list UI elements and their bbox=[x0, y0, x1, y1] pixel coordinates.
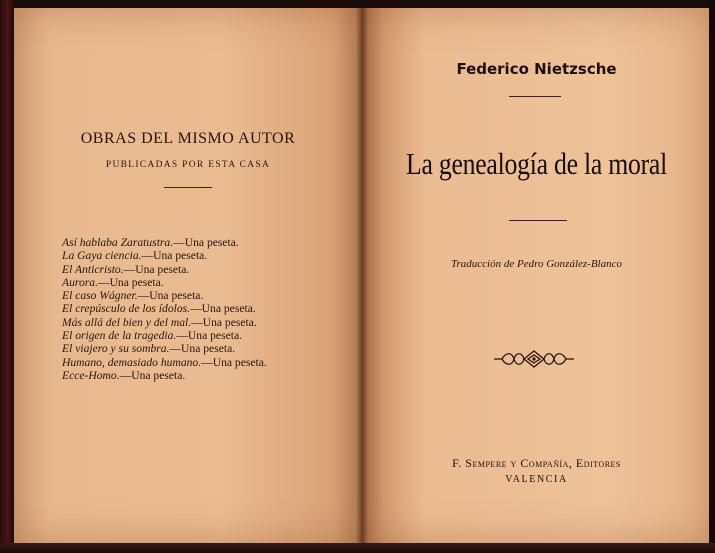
works-subheading: PUBLICADAS POR ESTA CASA bbox=[105, 160, 271, 170]
list-item: Más allá del bien y del mal.—Una peseta. bbox=[62, 315, 257, 329]
translator-credit: Traducción de Pedro González-Blanco bbox=[451, 258, 622, 270]
list-item: Aurora.—Una peseta. bbox=[62, 275, 164, 289]
publisher-city: VALENCIA bbox=[505, 474, 568, 485]
page-edge bbox=[709, 0, 715, 553]
list-item: Humano, demasiado humano.—Una peseta. bbox=[62, 355, 267, 369]
list-item: El crepúsculo de los ídolos.—Una peseta. bbox=[62, 302, 256, 316]
publisher-name: F. Sempere y Compañía, Editores bbox=[452, 456, 621, 470]
works-heading: OBRAS DEL MISMO AUTOR bbox=[80, 130, 296, 147]
book-title: La genealogía de la moral bbox=[406, 146, 667, 181]
author-name: Federico Nietzsche bbox=[456, 60, 617, 78]
list-item: Así hablaba Zaratustra.—Una peseta. bbox=[62, 236, 239, 249]
divider-rule bbox=[509, 220, 567, 221]
list-item: El Anticristo.—Una peseta. bbox=[62, 262, 190, 276]
divider-rule bbox=[164, 187, 212, 188]
list-item: El caso Wágner.—Una peseta. bbox=[62, 289, 204, 303]
list-item: El viajero y su sombra.—Una peseta. bbox=[62, 342, 236, 356]
list-item: El origen de la tragedia.—Una peseta. bbox=[62, 329, 243, 343]
divider-rule bbox=[509, 96, 561, 97]
cover-edge bbox=[0, 543, 715, 553]
ornament-icon bbox=[492, 348, 576, 370]
book-gutter bbox=[356, 8, 368, 543]
list-item: Ecce-Homo.—Una peseta. bbox=[62, 368, 186, 382]
right-page bbox=[362, 8, 711, 543]
left-page bbox=[14, 8, 362, 543]
works-list bbox=[62, 236, 267, 382]
list-item: La Gaya ciencia.—Una peseta. bbox=[62, 249, 208, 263]
